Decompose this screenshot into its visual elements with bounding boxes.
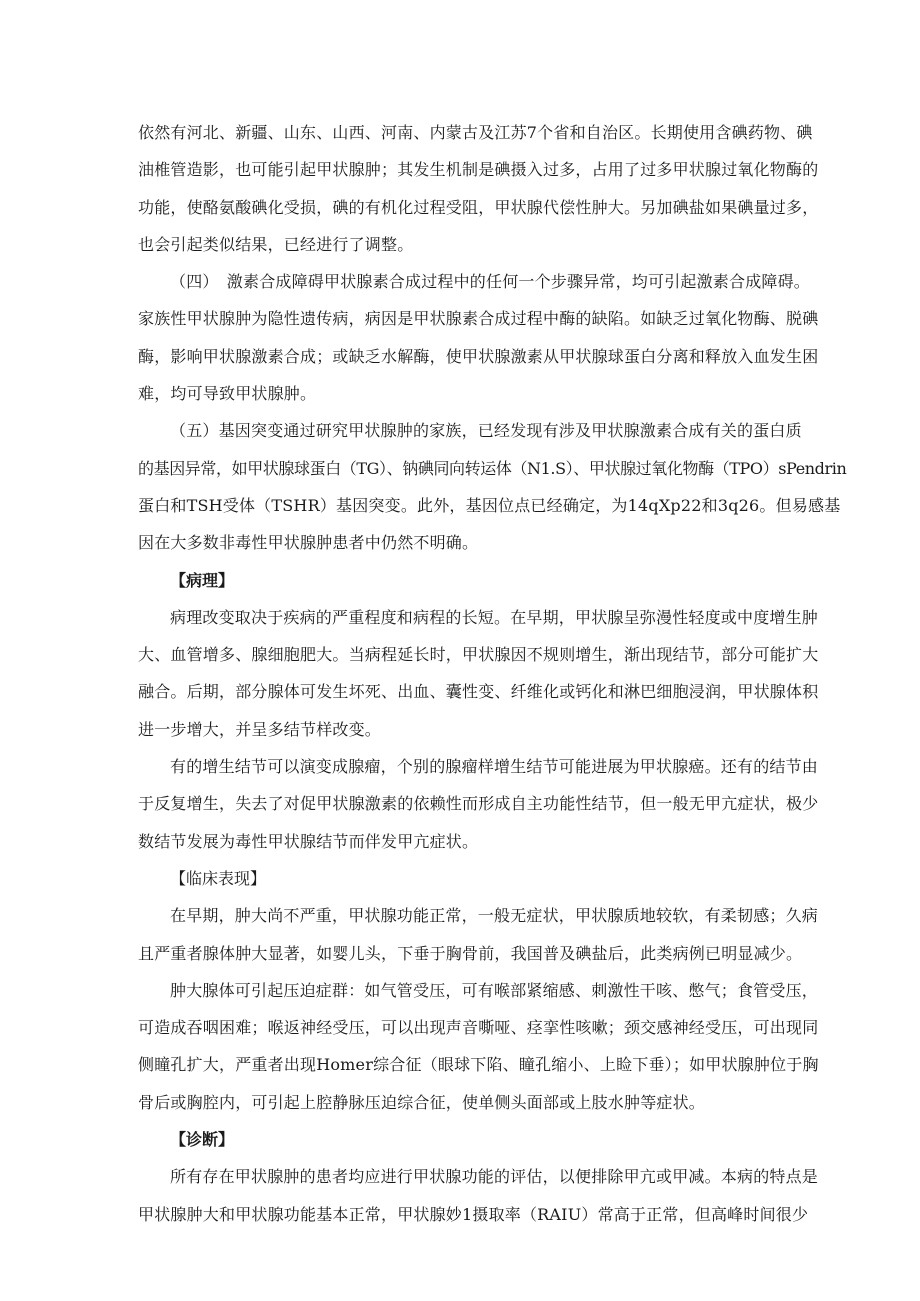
paragraph-gene-mutation [138,412,847,561]
text-line: 功能，使酪氨酸碘化受损，碘的有机化过程受阻，甲状腺代偿性肿大。另加碘盐如果碘量过多， [138,197,819,217]
document-page [138,114,847,1233]
text-line: 融合。后期，部分腺体可发生坏死、出血、囊性变、纤维化或钙化和淋巴细胞浸润，甲状腺体积 [138,682,819,702]
text-line: 难，均可导致甲状腺肿。 [138,384,317,404]
paragraph-pathology-changes [138,599,819,748]
paragraph-hormone-synthesis [138,263,819,412]
text-line: （五）基因突变通过研究甲状腺肿的家族，已经发现有涉及甲状腺激素合成有关的蛋白质 [170,421,802,441]
text-line: 蛋白和TSH受体（TSHR）基因突变。此外，基因位点已经确定，为14qXp22和3q26。但易感基 [138,495,841,515]
text-line: 的基因异常，如甲状腺球蛋白（TG）、钠碘同向转运体（N1.S）、甲状腺过氧化物酶（TPO）sPendrin [138,458,847,478]
paragraph-iodine-excess [138,114,819,263]
text-line: 大、血管增多、腺细胞肥大。当病程延长时，甲状腺因不规则增生，渐出现结节，部分可能扩大 [138,645,819,665]
text-line: 油椎管造影，也可能引起甲状腺肿；其发生机制是碘摄入过多，占用了过多甲状腺过氧化物酶的 [138,160,819,180]
text-line: 进一步增大，并呈多结节样改变。 [138,719,382,739]
text-line: 且严重者腺体肿大显著，如婴儿头，下垂于胸骨前，我国普及碘盐后，此类病例已明显减少。 [138,943,803,963]
text-line: 肿大腺体可引起压迫症群：如气管受压，可有喉部紧缩感、刺激性干咳、憋气；食管受压， [170,980,819,1000]
text-line: 依然有河北、新疆、山东、山西、河南、内蒙古及江苏7个省和自治区。长期使用含碘药物、碘 [138,123,813,142]
text-line: 有的增生结节可以演变成腺瘤，个别的腺瘤样增生结节可能进展为甲状腺癌。还有的结节由 [170,757,819,777]
section-heading-clinical: 【临床表现】 [170,868,267,888]
text-line: 甲状腺肿大和甲状腺功能基本正常，甲状腺妙1摄取率（RAIU）常高于正常，但高峰时间很少 [138,1204,809,1224]
section-heading-diagnosis: 【诊断】 [170,1130,235,1150]
text-line: 可造成吞咽困难；喉返神经受压，可以出现声音嘶哑、痉挛性咳嗽；颈交感神经受压，可出现同 [138,1018,819,1038]
paragraph-early-stage [138,897,819,972]
text-line: 也会引起类似结果，已经进行了调整。 [138,234,414,254]
paragraph-compression [138,972,819,1121]
text-line: 于反复增生，失去了对促甲状腺激素的依赖性而形成自主功能性结节，但一般无甲亢症状，极少 [138,794,819,814]
text-line: （四） 激素合成障碍甲状腺素合成过程中的任何一个步骤异常，均可引起激素合成障碍。 [170,272,811,292]
text-line: 因在大多数非毒性甲状腺肿患者中仍然不明确。 [138,533,479,553]
paragraph-nodules [138,748,819,860]
text-line: 数结节发展为毒性甲状腺结节而伴发甲亢症状。 [138,831,479,851]
text-line: 病理改变取决于疾病的严重程度和病程的长短。在早期，甲状腺呈弥漫性轻度或中度增生肿 [170,607,819,627]
text-line: 骨后或胸腔内，可引起上腔静脉压迫综合征，使单侧头面部或上肢水肿等症状。 [138,1092,706,1112]
paragraph-diagnosis [138,1158,819,1233]
text-line: 家族性甲状腺肿为隐性遗传病，病因是甲状腺素合成过程中酶的缺陷。如缺乏过氧化物酶、脱碘 [138,309,819,329]
text-line: 所有存在甲状腺肿的患者均应进行甲状腺功能的评估，以便排除甲亢或甲减。本病的特点是 [170,1167,819,1187]
text-line: 在早期，肿大尚不严重，甲状腺功能正常，一般无症状，甲状腺质地较软，有柔韧感；久病 [170,906,819,926]
text-line: 侧瞳孔扩大，严重者出现Homer综合征（眼球下陷、瞳孔缩小、上睑下垂）；如甲状腺肿位于胸 [138,1055,819,1075]
text-line: 酶，影响甲状腺激素合成；或缺乏水解酶，使甲状腺激素从甲状腺球蛋白分离和释放入血发生困 [138,346,819,366]
section-heading-pathology: 【病理】 [170,570,235,590]
